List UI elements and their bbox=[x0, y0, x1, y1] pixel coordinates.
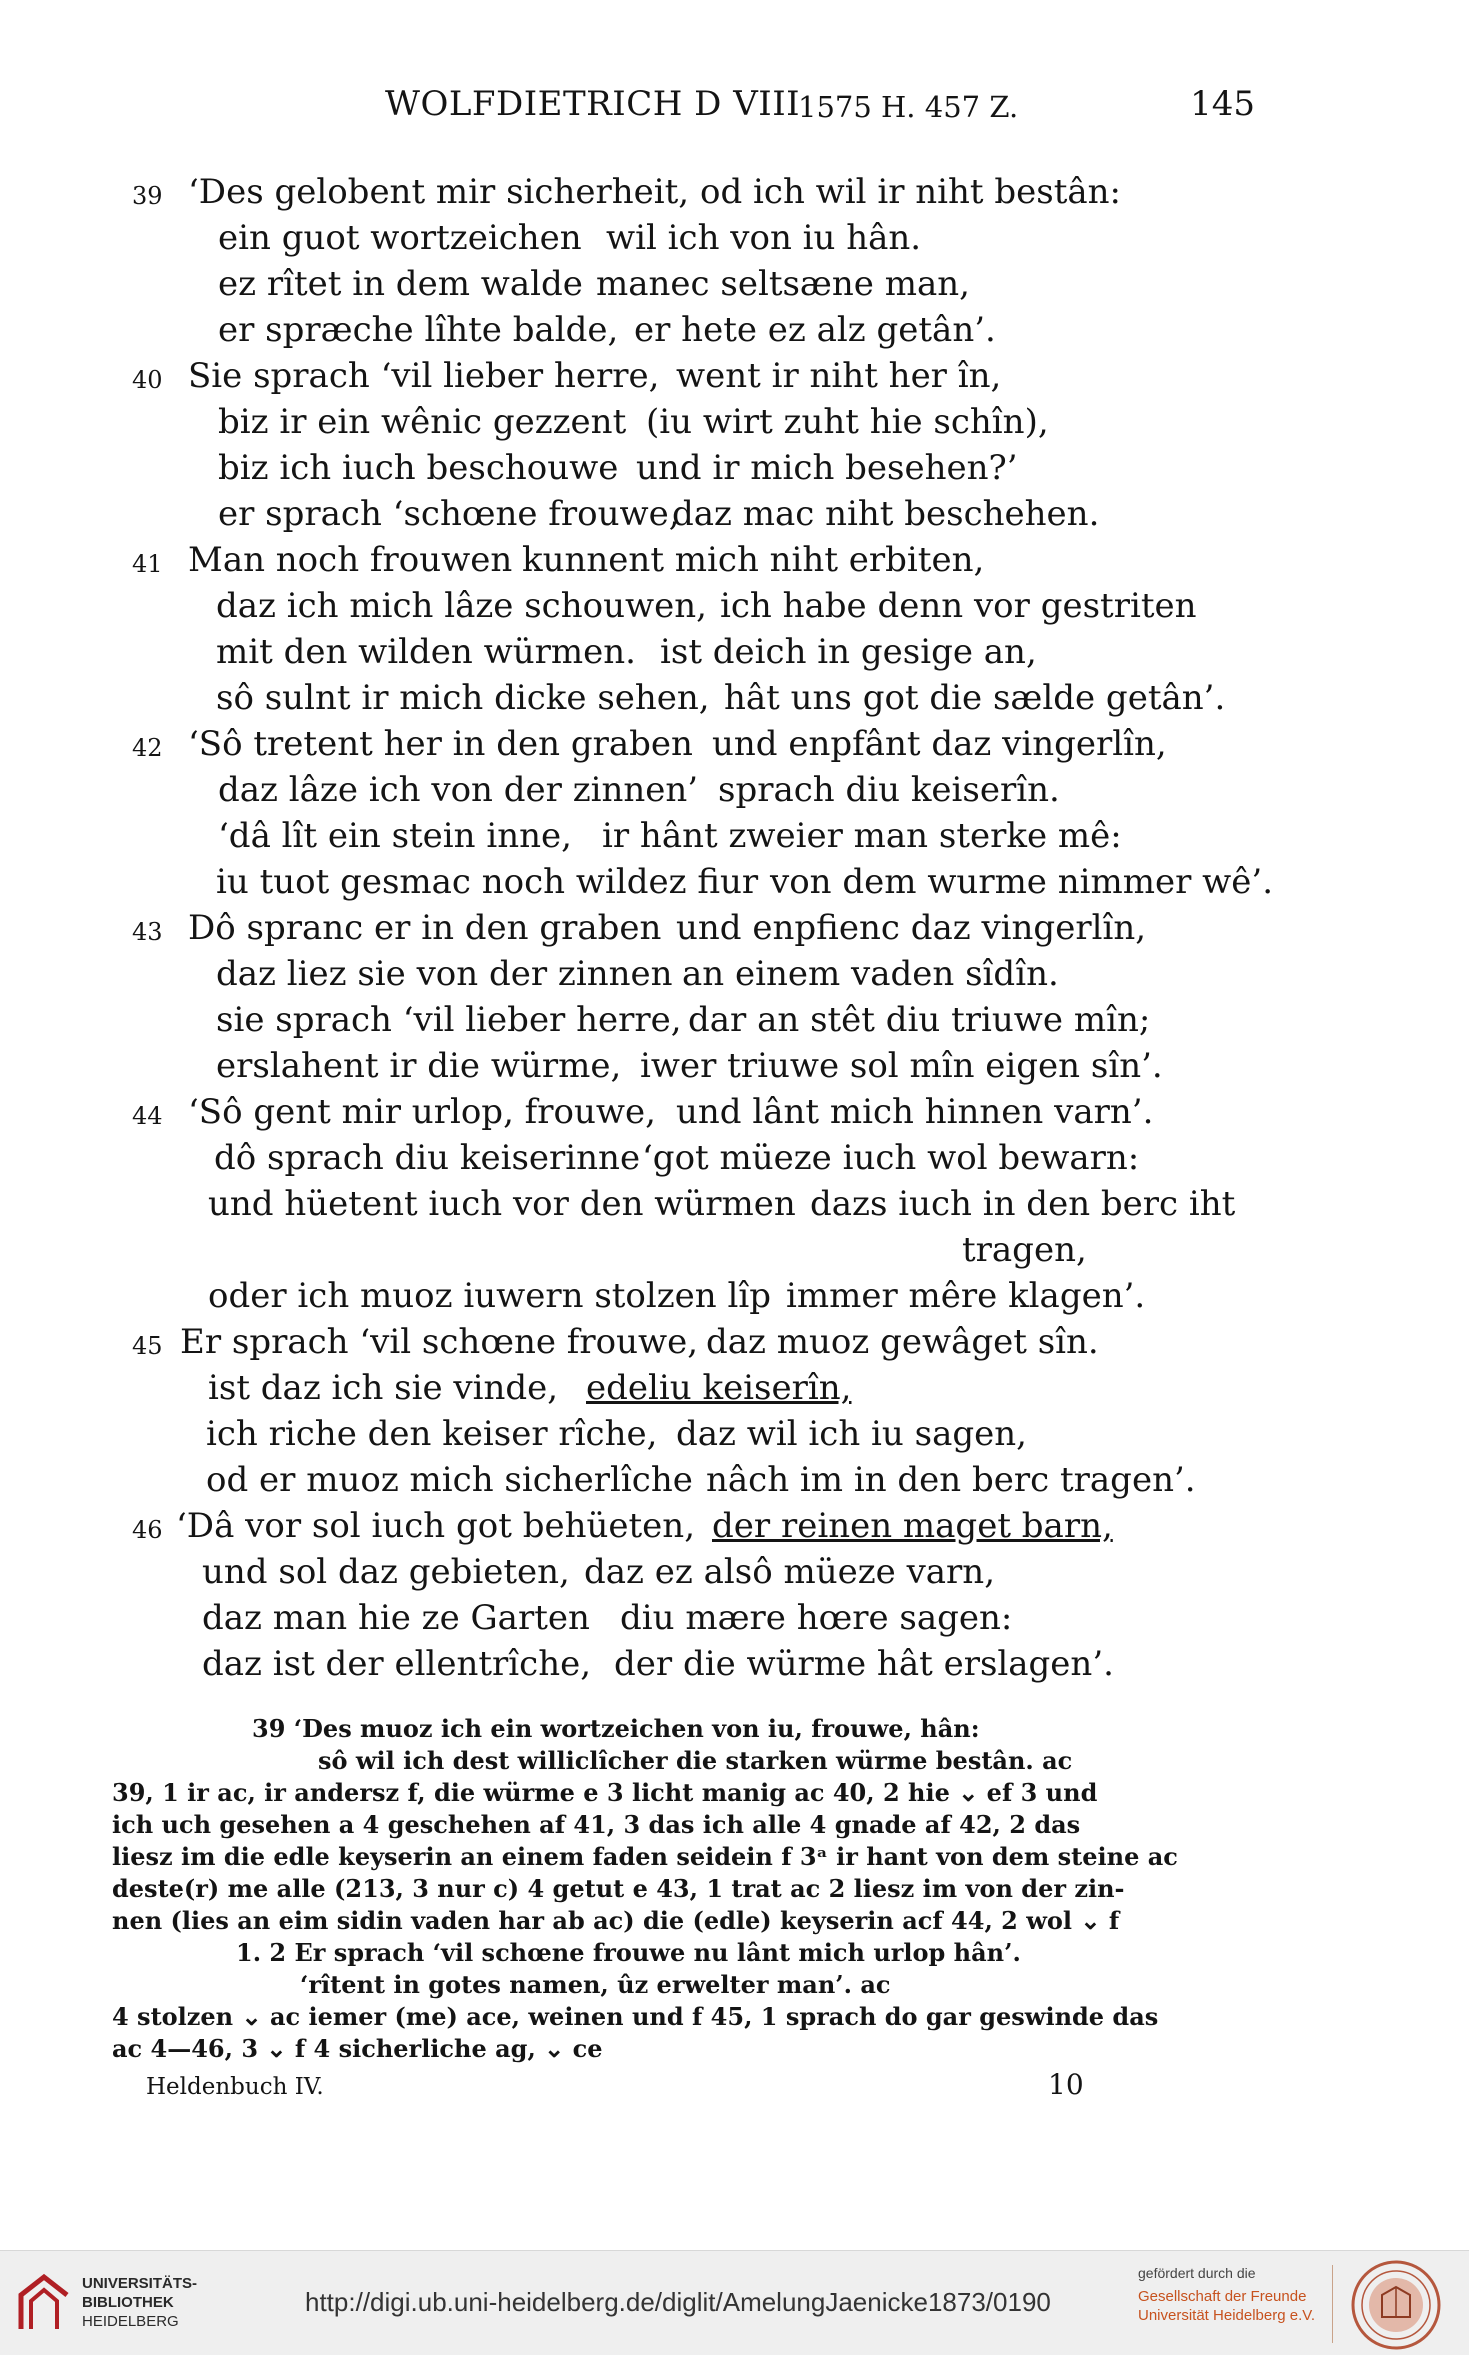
half-line-b: an einem vaden sîdîn. bbox=[682, 954, 1059, 994]
stanza-number: 42 bbox=[132, 734, 163, 762]
apparatus-line: sô wil ich dest williclîcher die starken würme bestân. ac bbox=[318, 1746, 1073, 1775]
half-line-a: Man noch frouwen bbox=[188, 540, 513, 580]
half-line-a: ein guot wortzeichen bbox=[218, 218, 582, 258]
half-line-b: und enpfienc daz vingerlîn, bbox=[676, 908, 1147, 948]
half-line-b-underlined: der reinen maget barn, bbox=[712, 1506, 1113, 1546]
running-head bbox=[385, 84, 1255, 134]
sponsor-name-line: Universität Heidelberg e.V. bbox=[1138, 2307, 1316, 2324]
half-line-b: (iu wirt zuht hie schîn), bbox=[646, 402, 1049, 442]
stanza-number: 43 bbox=[132, 918, 163, 946]
stanza-number: 45 bbox=[132, 1332, 163, 1360]
half-line-a: ‘Des gelobent mir sicherheit, bbox=[188, 172, 690, 212]
library-name-line: HEIDELBERG bbox=[82, 2313, 179, 2330]
half-line-b: von dem wurme nimmer wê’. bbox=[770, 862, 1274, 902]
half-line-a: ‘Dâ vor sol iuch got behüeten, bbox=[176, 1506, 695, 1546]
half-line-b: und ir mich besehen?’ bbox=[636, 448, 1018, 488]
apparatus-line: 39 ‘Des muoz ich ein wortzeichen von iu, frouwe, hân: bbox=[252, 1714, 980, 1743]
apparatus-line: deste(r) me alle (213, 3 nur c) 4 getut e 43, 1 trat ac 2 liesz im von der zin- bbox=[112, 1874, 1125, 1903]
apparatus-line: 39, 1 ir ac, ir andersz f, die würme e 3 licht manig ac 40, 2 hie ⌄ ef 3 und bbox=[112, 1778, 1098, 1807]
stanza-number: 46 bbox=[132, 1516, 163, 1544]
half-line-a: daz ich mich lâze schouwen, bbox=[216, 586, 707, 626]
stanza-number: 40 bbox=[132, 366, 163, 394]
half-line-b: immer mêre klagen’. bbox=[786, 1276, 1146, 1316]
half-line-a: ich riche den keiser rîche, bbox=[206, 1414, 658, 1454]
running-head-reference: 1575 H. 457 Z. bbox=[798, 90, 1019, 124]
half-line-a: daz lâze ich von der zinnen’ bbox=[218, 770, 699, 810]
half-line-b: od ich wil ir niht bestân: bbox=[700, 172, 1122, 212]
half-line-b: daz ez alsô müeze varn, bbox=[584, 1552, 996, 1592]
apparatus-line: 4 stolzen ⌄ ac iemer (me) ace, weinen und f 45, 1 sprach do gar geswinde das bbox=[112, 2002, 1159, 2031]
half-line-a: biz ir ein wênic gezzent bbox=[218, 402, 627, 442]
half-line-b: er hete ez alz getân’. bbox=[634, 310, 996, 350]
half-line-b: went ir niht her în, bbox=[676, 356, 1002, 396]
apparatus-line: ac 4—46, 3 ⌄ f 4 sicherliche ag, ⌄ ce bbox=[112, 2034, 603, 2063]
half-line-a: mit den wilden würmen. bbox=[216, 632, 636, 672]
half-line-a: ‘Sô tretent her in den graben bbox=[188, 724, 693, 764]
half-line-a: daz ist der ellentrîche, bbox=[202, 1644, 592, 1684]
half-line-a: ‘Sô gent mir urlop, frouwe, bbox=[188, 1092, 656, 1132]
half-line-a: oder ich muoz iuwern stolzen lîp bbox=[208, 1276, 772, 1316]
apparatus-line: ‘rîtent in gotes namen, ûz erwelter man’. ac bbox=[300, 1970, 891, 1999]
half-line-a: und hüetent iuch vor den würmen bbox=[208, 1184, 796, 1224]
half-line-a: er sprach ‘schœne frouwe, bbox=[218, 494, 680, 534]
digitization-banner bbox=[0, 2250, 1469, 2355]
signature-right: 10 bbox=[1048, 2068, 1084, 2101]
half-line-b: und enpfânt daz vingerlîn, bbox=[712, 724, 1167, 764]
half-line-a: erslahent ir die würme, bbox=[216, 1046, 622, 1086]
half-line-b: tragen, bbox=[962, 1230, 1087, 1270]
half-line-b: daz mac niht beschehen. bbox=[672, 494, 1100, 534]
half-line-a: od er muoz mich sicherlîche bbox=[206, 1460, 693, 1500]
half-line-a: dô sprach diu keiserinne bbox=[214, 1138, 641, 1178]
half-line-b: nâch im in den berc tragen’. bbox=[706, 1460, 1196, 1500]
sponsor-name-line: Gesellschaft der Freunde bbox=[1138, 2288, 1307, 2305]
permalink-url[interactable]: http://digi.ub.uni-heidelberg.de/diglit/AmelungJaenicke1873/0190 bbox=[305, 2287, 1051, 2317]
sponsor-label: gefördert durch die bbox=[1138, 2265, 1256, 2281]
half-line-b: dar an stêt diu triuwe mîn; bbox=[688, 1000, 1151, 1040]
half-line-a: Er sprach ‘vil schœne frouwe, bbox=[180, 1322, 699, 1362]
half-line-b: diu mære hœre sagen: bbox=[620, 1598, 1013, 1638]
half-line-b: ‘got müeze iuch wol bewarn: bbox=[642, 1138, 1140, 1178]
half-line-b-underlined: edeliu keiserîn, bbox=[586, 1368, 852, 1408]
apparatus-line: 1. 2 Er sprach ‘vil schœne frouwe nu lânt mich urlop hân’. bbox=[236, 1938, 1021, 1967]
half-line-a: sie sprach ‘vil lieber herre, bbox=[216, 1000, 682, 1040]
half-line-a: und sol daz gebieten, bbox=[202, 1552, 570, 1592]
apparatus-line: nen (lies an eim sidin vaden har ab ac) die (edle) keyserin acf 44, 2 wol ⌄ f bbox=[112, 1906, 1120, 1935]
half-line-b: hât uns got die sælde getân’. bbox=[724, 678, 1226, 718]
library-logo-icon bbox=[15, 2273, 73, 2333]
apparatus-line: ich uch gesehen a 4 geschehen af 41, 3 das ich alle 4 gnade af 42, 2 das bbox=[112, 1810, 1081, 1839]
half-line-b: wil ich von iu hân. bbox=[606, 218, 922, 258]
half-line-b: der die würme hât erslagen’. bbox=[614, 1644, 1114, 1684]
half-line-b: iwer triuwe sol mîn eigen sîn’. bbox=[640, 1046, 1163, 1086]
half-line-b: sprach diu keiserîn. bbox=[718, 770, 1060, 810]
stanza-number: 44 bbox=[132, 1102, 163, 1130]
half-line-b: daz wil ich iu sagen, bbox=[676, 1414, 1027, 1454]
half-line-b: ich habe denn vor gestriten bbox=[720, 586, 1197, 626]
half-line-a: ez rîtet in dem walde bbox=[218, 264, 583, 304]
library-name bbox=[82, 2274, 197, 2331]
half-line-a: sô sulnt ir mich dicke sehen, bbox=[216, 678, 710, 718]
half-line-a: er spræche lîhte balde, bbox=[218, 310, 619, 350]
signature-left: Heldenbuch IV. bbox=[146, 2074, 324, 2100]
page-number: 145 bbox=[1190, 84, 1255, 124]
half-line-b: daz muoz gewâget sîn. bbox=[706, 1322, 1099, 1362]
half-line-a: ‘dâ lît ein stein inne, bbox=[218, 816, 572, 856]
stanza-number: 39 bbox=[132, 182, 163, 210]
half-line-b: und lânt mich hinnen varn’. bbox=[676, 1092, 1154, 1132]
half-line-a: Dô spranc er in den graben bbox=[188, 908, 662, 948]
half-line-a: daz liez sie von der zinnen bbox=[216, 954, 673, 994]
sponsor-name bbox=[1138, 2287, 1315, 2325]
library-name-line: BIBLIOTHEK bbox=[82, 2294, 174, 2311]
half-line-b: ir hânt zweier man sterke mê: bbox=[602, 816, 1122, 856]
running-head-title: WOLFDIETRICH D VIII bbox=[385, 84, 801, 124]
half-line-a: ist daz ich sie vinde, bbox=[208, 1368, 559, 1408]
half-line-a: biz ich iuch beschouwe bbox=[218, 448, 619, 488]
half-line-a: iu tuot gesmac noch wildez fiur bbox=[216, 862, 759, 902]
half-line-b: dazs iuch in den berc iht bbox=[810, 1184, 1236, 1224]
stanza-number: 41 bbox=[132, 550, 163, 578]
half-line-a: daz man hie ze Garten bbox=[202, 1598, 590, 1638]
half-line-a: Sie sprach ‘vil lieber herre, bbox=[188, 356, 660, 396]
half-line-b: kunnent mich niht erbiten, bbox=[522, 540, 985, 580]
university-seal-icon bbox=[1350, 2259, 1442, 2351]
apparatus-line: liesz im die edle keyserin an einem faden seidein f 3ᵃ ir hant von dem steine ac bbox=[112, 1842, 1178, 1871]
library-name-line: UNIVERSITÄTS- bbox=[82, 2275, 198, 2292]
banner-divider bbox=[1332, 2265, 1333, 2343]
half-line-b: manec seltsæne man, bbox=[596, 264, 970, 304]
half-line-b: ist deich in gesige an, bbox=[660, 632, 1037, 672]
